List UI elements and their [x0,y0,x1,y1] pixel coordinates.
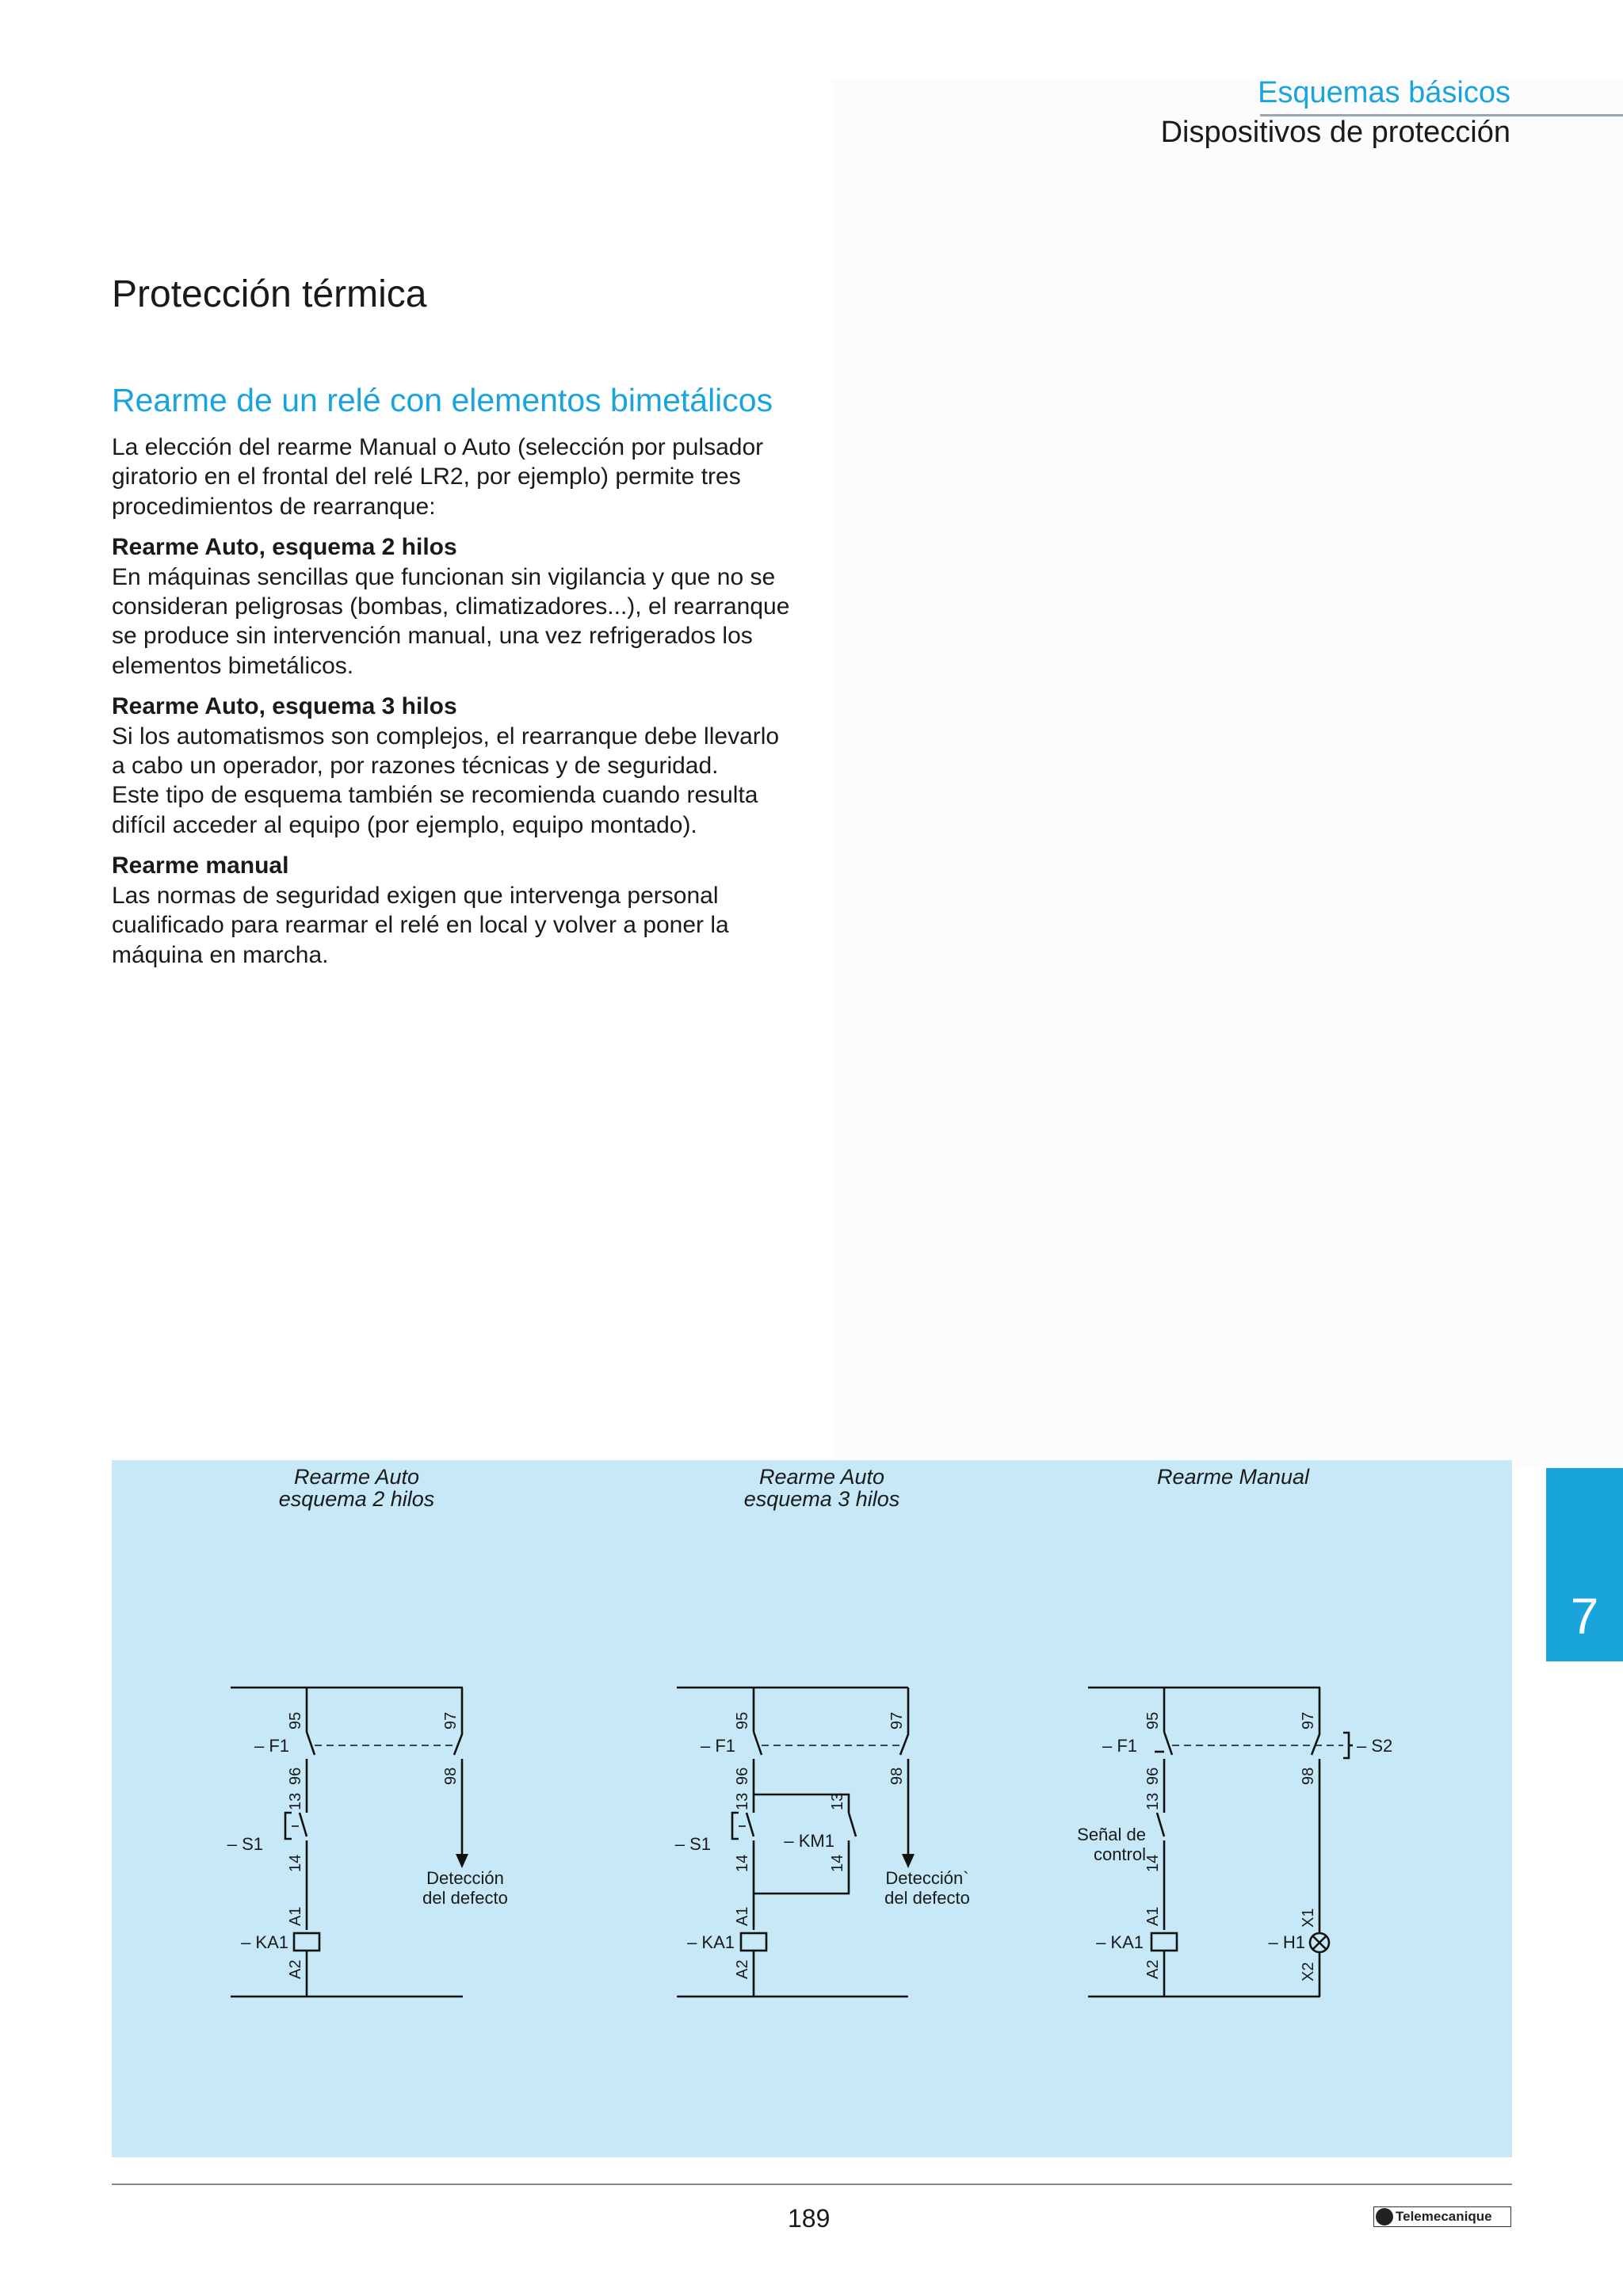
pin-label: 95 [1144,1711,1162,1730]
header-subtitle: Dispositivos de protección [1160,116,1510,149]
pin-label: A1 [734,1906,751,1926]
pin-label: 13 [1144,1792,1162,1810]
pin-label: 96 [1144,1767,1162,1785]
pin-label: 95 [287,1711,304,1730]
intro-paragraph: La elección del rearme Manual o Auto (selección por pulsador giratorio en el frontal del relé LR2, por ejemplo) permite tres procedimientos de rearranque: [112,434,764,520]
subsection-paragraph: Si los automatismos son complejos, el rearranque debe llevarlo a cabo un operador, por razones técnicas y de seguridad. [112,723,780,780]
pin-label: 96 [734,1767,751,1785]
pin-label: 14 [829,1854,846,1872]
pin-label: 14 [1144,1854,1162,1872]
pin-label: 97 [1300,1711,1317,1730]
brand-mark-icon [1376,2208,1393,2225]
pin-label: 98 [888,1767,906,1785]
component-label: – KA1 [1096,1932,1144,1952]
pin-label: 97 [442,1711,460,1730]
wiring-diagrams-panel [112,1460,1512,2157]
component-label: – S1 [674,1834,711,1854]
component-label: – F1 [1102,1736,1137,1756]
pin-label: 97 [888,1711,906,1730]
subsection-paragraph: En máquinas sencillas que funcionan sin vigilancia y que no se consideran peligrosas (bombas, climatizadores...), el rearranque se produce sin intervención manual, una vez refrigerados los elementos bimetálicos. [112,563,790,679]
subsection-heading: Rearme manual [112,852,289,879]
diagram-caption: Rearme Manual [1156,1465,1310,1489]
wiring-diagrams [112,1460,1512,2157]
section-title: Rearme de un relé con elementos bimetálicos [112,382,773,418]
pin-label: A2 [287,1959,304,1979]
brand-name: Telemecanique [1396,2209,1492,2224]
signal-label: control [1093,1844,1146,1864]
detection-label: Detección` [885,1868,969,1888]
signal-label: Señal de [1077,1825,1146,1844]
component-label: – KA1 [241,1932,288,1952]
component-label: – F1 [700,1736,735,1756]
diagram-manual [1077,1465,1392,1997]
subsection-paragraph: Las normas de seguridad exigen que intervenga personal cualificado para rearmar el relé en local y volver a poner la máquina en marcha. [112,882,729,968]
body-text [112,433,793,970]
footer-rule [112,2183,1512,2185]
component-label: – H1 [1268,1932,1305,1952]
pin-label: 14 [734,1854,751,1872]
subsection-paragraph: Este tipo de esquema también se recomienda cuando resulta difícil acceder al equipo (por ejemplo, equipo montado). [112,782,758,838]
subsection-heading: Rearme Auto, esquema 3 hilos [112,693,457,720]
pin-label: A2 [1144,1959,1162,1979]
brand-logo [1373,2206,1511,2227]
pin-label: 96 [287,1767,304,1785]
component-label: – S2 [1357,1736,1393,1756]
diagram-caption: esquema 2 hilos [278,1487,435,1511]
pin-label: A1 [1144,1906,1162,1926]
page-title: Protección térmica [112,273,427,315]
pin-label: X1 [1300,1908,1317,1928]
detection-label: Detección [426,1868,504,1888]
header-title: Esquemas básicos [1258,76,1510,109]
subsection-heading: Rearme Auto, esquema 2 hilos [112,534,457,561]
diagram-caption: esquema 3 hilos [743,1487,900,1511]
pin-label: 95 [734,1711,751,1730]
chapter-tab [1546,1468,1623,1661]
pin-label: 13 [734,1792,751,1810]
diagram-2-wire [227,1465,508,1997]
detection-label: del defecto [422,1888,508,1908]
detection-label: del defecto [884,1888,970,1908]
component-label: – F1 [254,1736,289,1756]
diagram-caption: Rearme Auto [293,1465,420,1489]
pin-label: 13 [829,1792,846,1810]
chapter-number: 7 [1570,1588,1599,1645]
pin-label: 98 [1300,1767,1317,1785]
right-column-background [832,79,1623,1466]
component-label: – KM1 [784,1831,834,1851]
diagram-caption: Rearme Auto [758,1465,885,1489]
pin-label: 98 [442,1767,460,1785]
pin-label: 13 [287,1792,304,1810]
pin-label: 14 [287,1854,304,1872]
page-number: 189 [788,2204,831,2233]
component-label: – KA1 [687,1932,735,1952]
pin-label: A1 [287,1906,304,1926]
component-label: – S1 [227,1834,263,1854]
pin-label: X2 [1300,1962,1317,1981]
diagram-3-wire [675,1465,970,1997]
pin-label: A2 [734,1959,751,1979]
